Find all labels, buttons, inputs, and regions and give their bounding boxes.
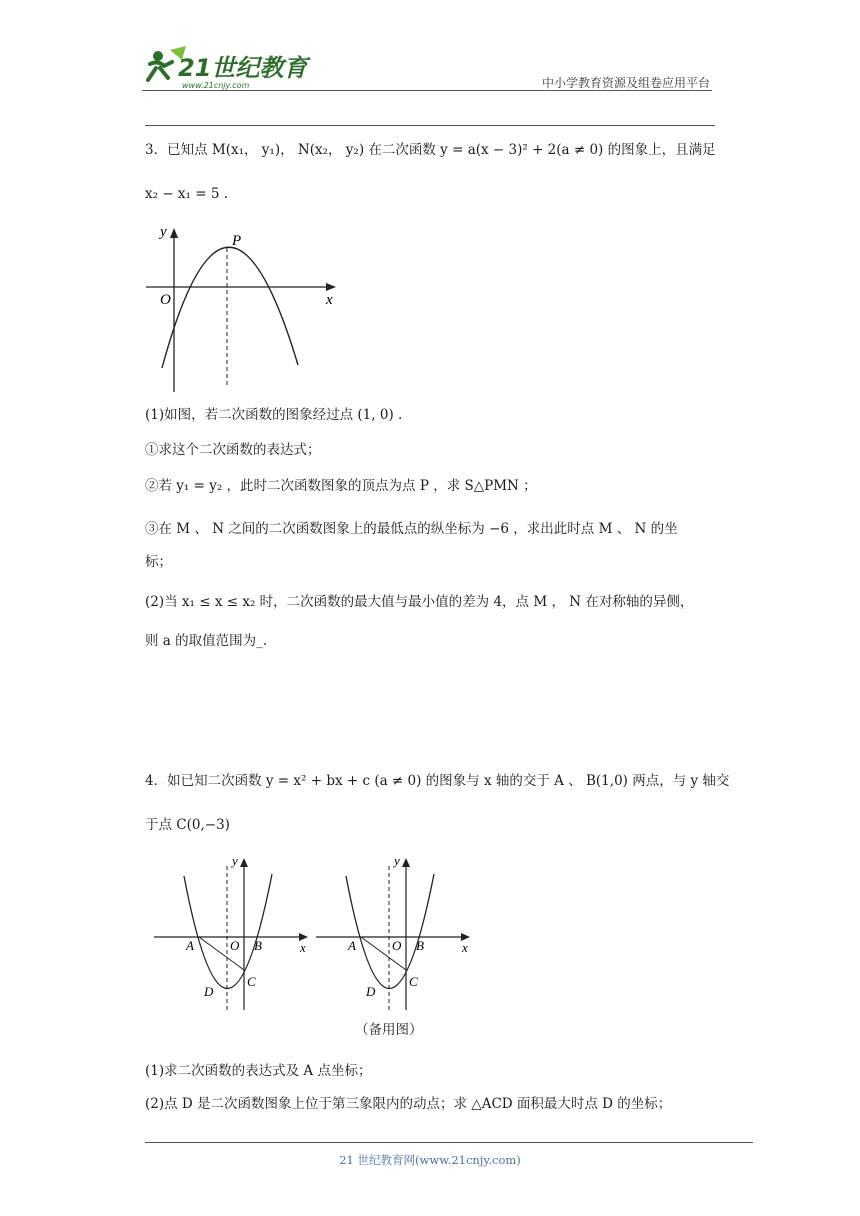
q4f2-label-a: A [348, 938, 356, 953]
q3-part1b: ②若 y₁ = y₂ ，此时二次函数图象的顶点为点 P ，求 S△PMN ； [145, 478, 537, 494]
q4f1-label-b: B [254, 938, 262, 953]
q4-figure-caption: （备用图） [355, 1022, 423, 1038]
q3-parabola [162, 247, 298, 368]
platform-name: 中小学教育资源及组卷应用平台 [541, 76, 710, 90]
q4f2-label-d: D [366, 984, 376, 999]
q3-y-arrow-icon [170, 228, 178, 238]
header-divider [142, 90, 712, 91]
content-divider [145, 125, 715, 126]
q4f2-parabola [346, 874, 434, 989]
q4f1-label-c: C [247, 974, 256, 989]
q3-part1c: ③在 M 、 N 之间的二次函数图象上的最低点的纵坐标为 −6 ，求出此时点 M 、 N 的坐 [145, 521, 678, 537]
q3-line2: x₂ − x₁ = 5 . [145, 186, 229, 202]
q4-line1: 4．如已知二次函数 y = x² + bx + c (a ≠ 0) 的图象与 x 轴的交于 A 、 B(1,0) 两点，与 y 轴交 [145, 773, 730, 789]
q4f1-label-x: x [300, 940, 306, 955]
logo [142, 42, 312, 92]
q4-line2: 于点 C(0,−3) [145, 817, 230, 833]
q4f2-y-arrow-icon [402, 858, 410, 867]
q4f1-label-a: A [186, 938, 194, 953]
q4-part1: (1)求二次函数的表达式及 A 点坐标； [145, 1063, 372, 1079]
q4f1-y-arrow-icon [240, 858, 248, 867]
q3-part2: (2)当 x₁ ≤ x ≤ x₂ 时，二次函数的最大值与最小值的差为 4，点 M ， N 在对称轴的异侧， [145, 594, 694, 610]
q4f1-parabola [184, 874, 272, 989]
footer-link[interactable]: 21 世纪教育网(www.21cnjy.com) [339, 1153, 521, 1167]
q4f2-label-b: B [416, 938, 424, 953]
q3-figure [140, 220, 340, 395]
q4-figure-1 [150, 852, 315, 1012]
q4f2-label-y: y [394, 853, 400, 868]
q3-part1c-cont: 标； [145, 554, 172, 570]
q4f1-label-y: y [232, 853, 238, 868]
q3-label-x: x [326, 292, 333, 308]
q4f1-label-d: D [204, 984, 214, 999]
footer-divider [145, 1142, 753, 1143]
logo-url: www.21cnjy.com [182, 81, 250, 90]
q3-label-y: y [160, 224, 167, 240]
q4-part2: (2)点 D 是二次函数图象上位于第三象限内的动点；求 △ACD 面积最大时点 D 的坐标； [145, 1096, 672, 1112]
q3-label-o: O [160, 292, 171, 308]
q3-x-arrow-icon [326, 283, 336, 291]
q4f2-label-c: C [409, 974, 418, 989]
logo-runner-icon [142, 42, 312, 92]
logo-text: 21世纪教育 [178, 54, 308, 82]
q3-part2-cont: 则 a 的取值范围为_. [145, 633, 268, 649]
q4f2-label-x: x [462, 940, 468, 955]
q3-part1: (1)如图，若二次函数的图象经过点 (1, 0) . [145, 407, 403, 423]
q4f1-label-o: O [230, 938, 240, 953]
q3-line1: 3．已知点 M(x₁， y₁)， N(x₂， y₂) 在二次函数 y = a(x − 3)² + 2(a ≠ 0) 的图象上，且满足 [145, 142, 716, 158]
q3-label-p: P [232, 233, 242, 249]
q3-part1a: ①求这个二次函数的表达式； [145, 442, 321, 458]
q4f2-label-o: O [392, 938, 402, 953]
q4-figure-2 [312, 852, 477, 1012]
